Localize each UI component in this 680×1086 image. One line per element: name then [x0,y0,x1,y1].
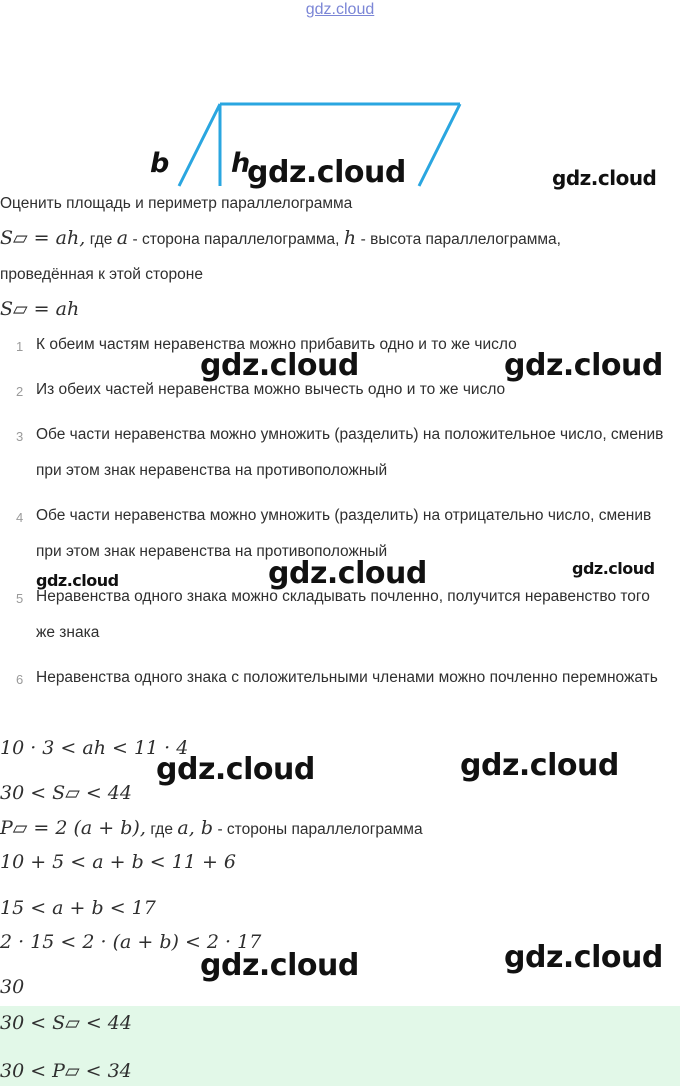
math-line-3: 10 + 5 < a + b < 11 + 6 [0,851,237,873]
answer-area: 30 < S▱ < 44 [0,1012,132,1034]
watermark: gdz.cloud [504,348,663,383]
rule-text: Из обеих частей неравенства можно вычесть одно и то же число [36,381,506,398]
math-line-5: 2 · 15 < 2 · (a + b) < 2 · 17 [0,931,262,953]
perimeter-vars: a, b [177,817,213,839]
rule-text: Обе части неравенства можно умножить (разделить) на отрицательно число, сменив при этом знак неравенства на противоположный [36,507,652,560]
math-line-1: 10 · 3 < ah < 11 · 4 [0,737,189,759]
right-side [419,104,460,186]
rule-text: Неравенства одного знака можно складывать почленно, получится неравенство того же знака [36,588,650,641]
perimeter-formula-line [0,817,423,839]
watermark: gdz.cloud [552,166,657,190]
watermark: gdz.cloud [200,948,359,983]
math-line-2: 30 < S▱ < 44 [0,782,132,804]
perimeter-note-2: - стороны параллелограмма [217,821,423,838]
var-a: a [116,227,129,249]
area-formula: S▱ = ah, [0,227,86,249]
site-link[interactable]: gdz.cloud [305,1,375,18]
rule-number: 6 [16,672,24,687]
rule-number: 3 [16,429,24,444]
watermark: gdz.cloud [247,155,406,190]
watermark: gdz.cloud [36,571,119,590]
var-h: h [343,227,357,249]
intro-text: Оценить площадь и периметр параллелограмма [0,195,353,212]
rule-number: 4 [16,510,24,525]
watermark: gdz.cloud [200,348,359,383]
rule-number: 1 [16,339,24,354]
area-note-1: где [89,231,113,248]
rule-number: 5 [16,591,24,606]
rule-number: 2 [16,384,24,399]
label-b: b [150,148,170,179]
area-note-2: - сторона параллелограмма, [132,231,340,248]
area-formula-2: S▱ = ah [0,298,80,320]
rule-text: К обеим частям неравенства можно прибавить одно и то же число [36,336,517,353]
area-note-4: проведённая к этой стороне [0,266,203,283]
math-line-4: 15 < a + b < 17 [0,897,156,919]
watermark: gdz.cloud [504,940,663,975]
rule-text: Обе части неравенства можно умножить (разделить) на положительное число, сменив при этом знак неравенства на противоположный [36,426,664,479]
side-b [179,104,220,186]
area-formula-line [0,227,561,249]
answer-perimeter: 30 < P▱ < 34 [0,1060,132,1082]
rule-text: Неравенства одного знака с положительными членами можно почленно перемножать [36,669,658,686]
perimeter-note-1: где [150,821,173,838]
watermark: gdz.cloud [460,748,619,783]
watermark: gdz.cloud [572,559,655,578]
watermark: gdz.cloud [156,752,315,787]
perimeter-formula: P▱ = 2 (a + b), [0,817,146,839]
watermark: gdz.cloud [268,556,427,591]
label-h: h [231,148,251,179]
area-note-3: - высота параллелограмма, [360,231,561,248]
math-line-6: 30 [0,976,25,998]
